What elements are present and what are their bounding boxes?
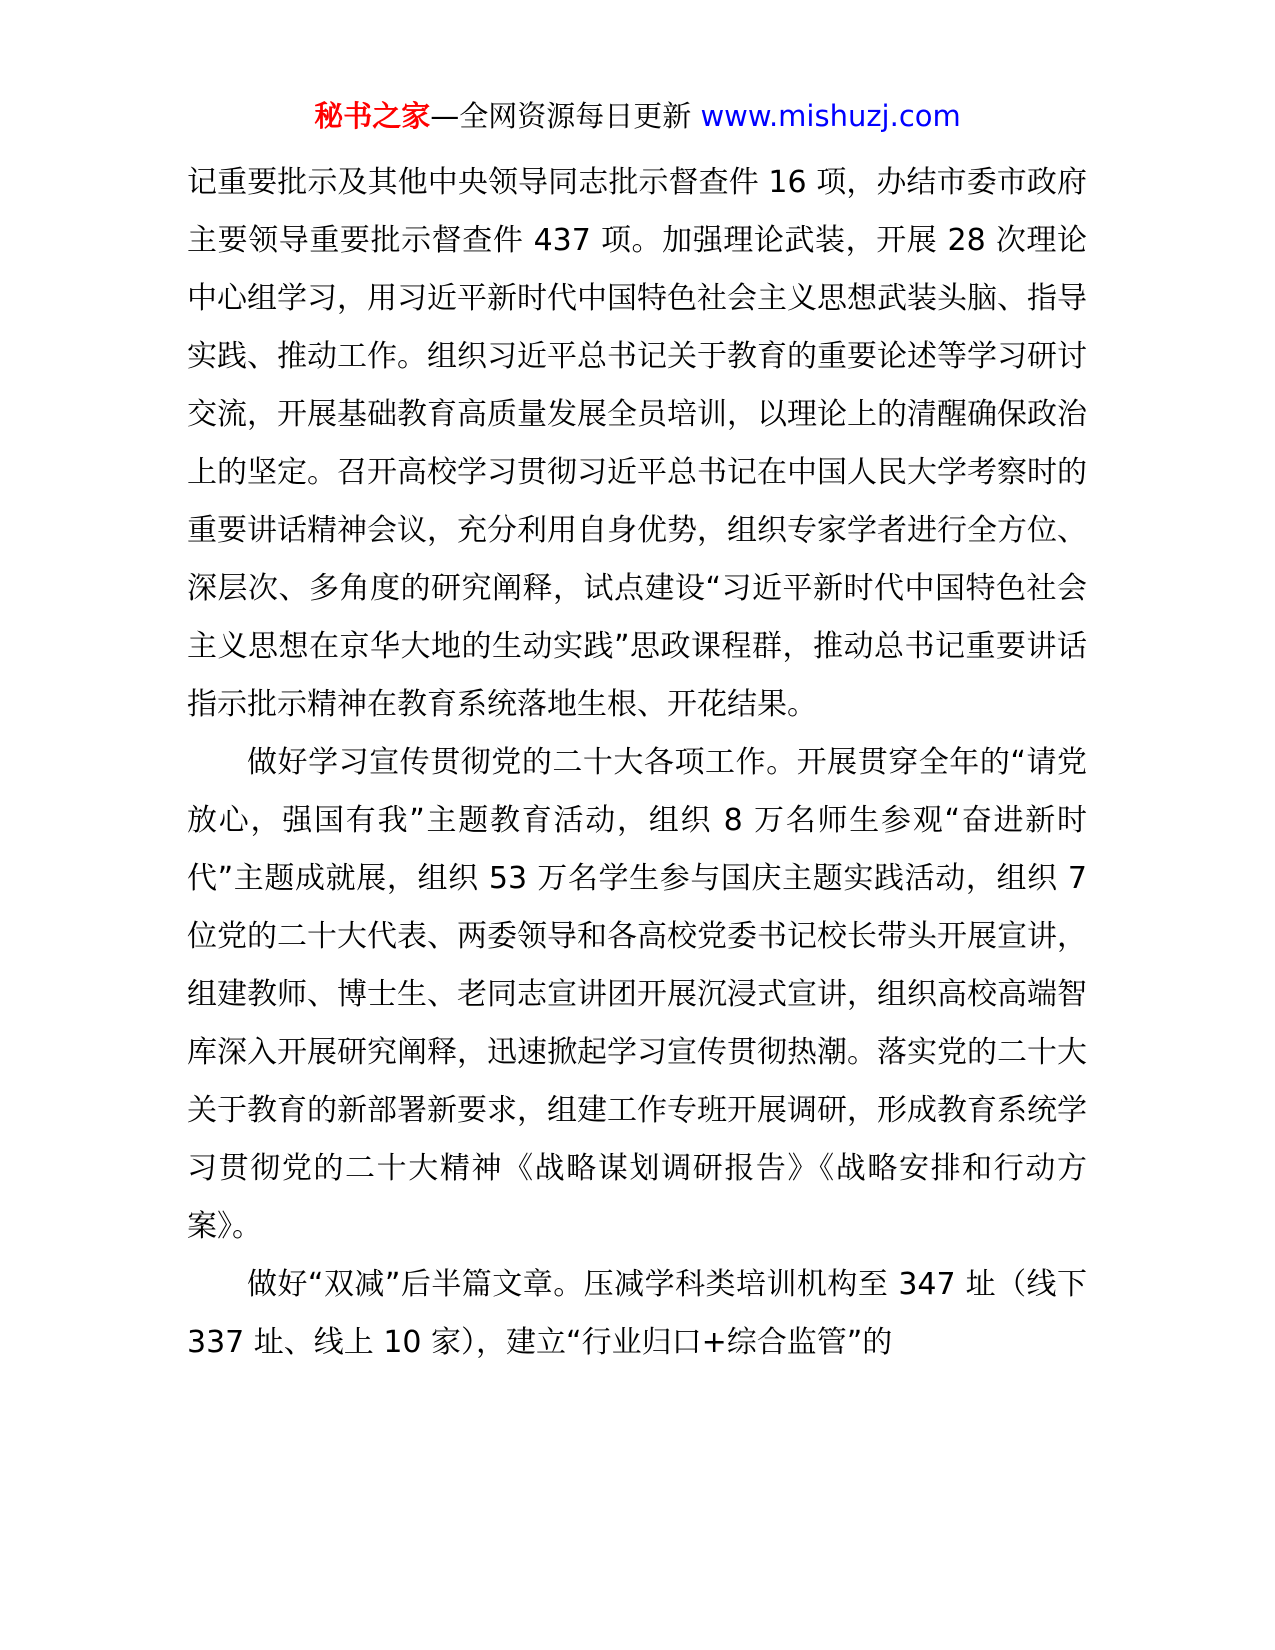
- header-tagline: —全网资源每日更新: [430, 99, 701, 133]
- paragraph-2: 做好学习宣传贯彻党的二十大各项工作。开展贯穿全年的“请党放心，强国有我”主题教育活动，组织 8 万名师生参观“奋进新时代”主题成就展，组织 53 万名学生参与国庆主题实践活动，组织 7 位党的二十大代表、两委领导和各高校党委书记校长带头开展宣讲，组建教师、博士生、老同志宣讲团开展沉浸式宣讲，组织高校高端智库深入开展研究阐释，迅速掀起学习宣传贯彻热潮。落实党的二十大关于教育的新部署新要求，组建工作专班开展调研，形成教育系统学习贯彻党的二十大精神《战略谋划调研报告》《战略安排和行动方案》。: [187, 745, 1087, 1244]
- page-header: [0, 96, 1275, 136]
- paragraph-3: 做好“双减”后半篇文章。压减学科类培训机构至 347 址（线下 337 址、线上 10 家），建立“行业归口+综合监管”的: [187, 1267, 1087, 1360]
- document-body: [187, 154, 1087, 1372]
- paragraph-1: 记重要批示及其他中央领导同志批示督查件 16 项，办结市委市政府主要领导重要批示督查件 437 项。加强理论武装，开展 28 次理论中心组学习，用习近平新时代中国特色社会主义思想武装头脑、指导实践、推动工作。组织习近平总书记关于教育的重要论述等学习研讨交流，开展基础教育高质量发展全员培训，以理论上的清醒确保政治上的坚定。召开高校学习贯彻习近平总书记在中国人民大学考察时的重要讲话精神会议，充分利用自身优势，组织专家学者进行全方位、深层次、多角度的研究阐释，试点建设“习近平新时代中国特色社会主义思想在京华大地的生动实践”思政课程群，推动总书记重要讲话指示批示精神在教育系统落地生根、开花结果。: [187, 165, 1087, 722]
- brand-name: 秘书之家: [314, 99, 431, 133]
- site-url-link[interactable]: www.mishuzj.com: [700, 99, 961, 133]
